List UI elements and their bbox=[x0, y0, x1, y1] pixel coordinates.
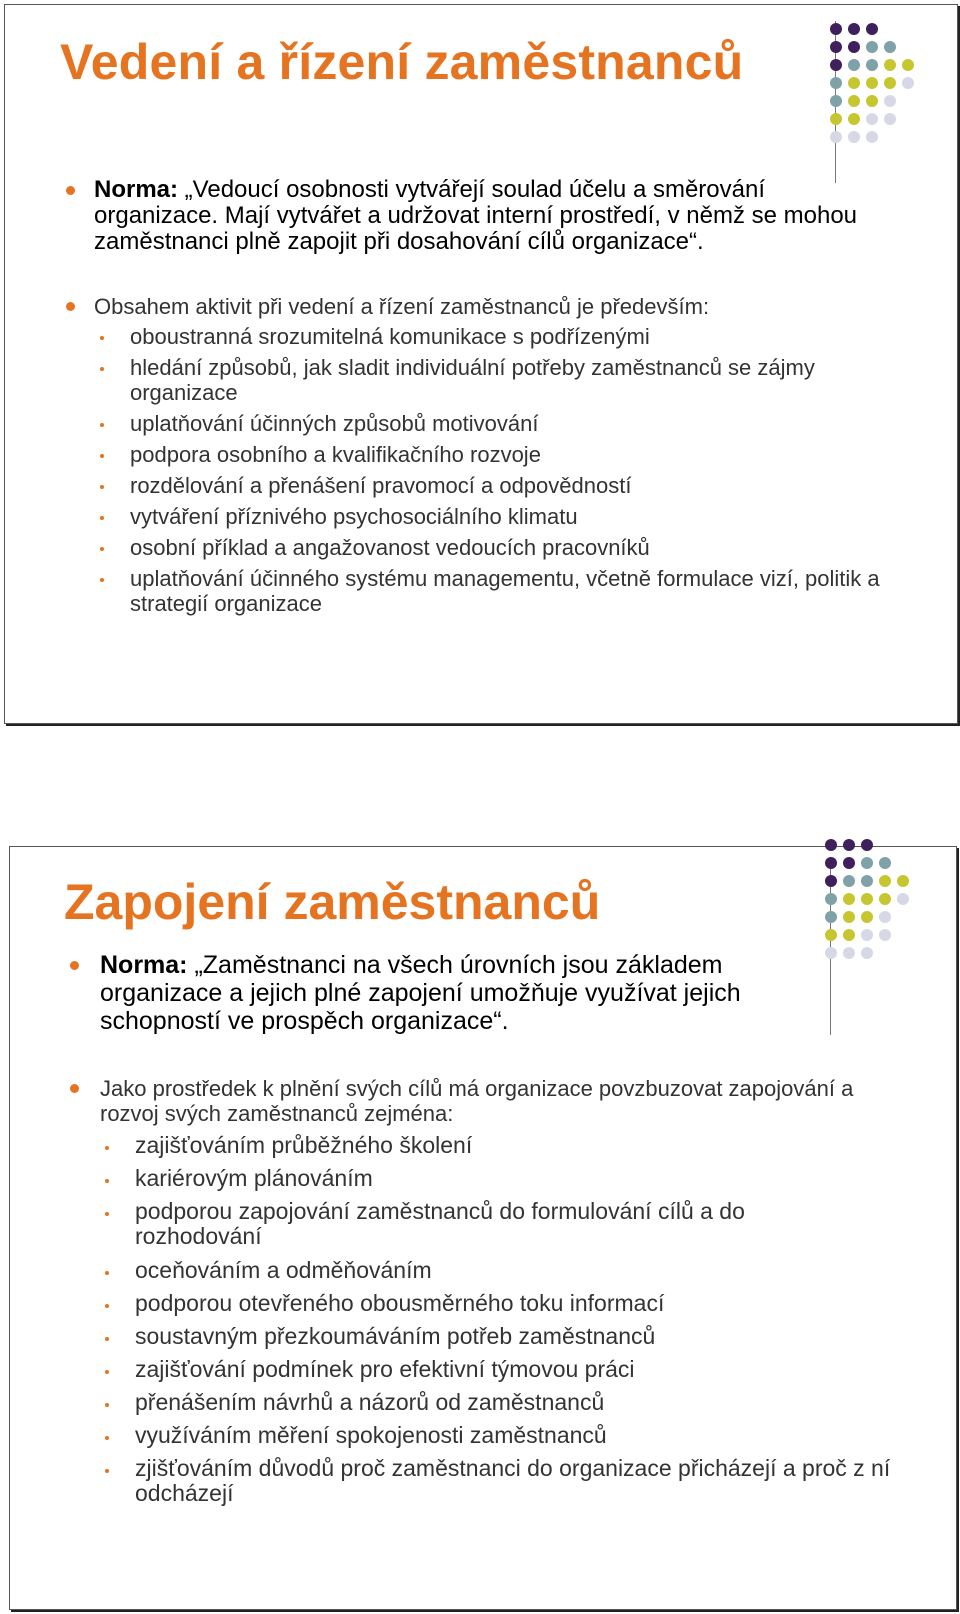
list-item: hledání způsobů, jak sladit individuální potřeby zaměstnanců se zájmy organizace bbox=[130, 355, 890, 405]
decorative-dot bbox=[861, 911, 873, 923]
bullet-icon bbox=[105, 1304, 109, 1308]
decorative-dot bbox=[884, 41, 896, 53]
decorative-dot bbox=[843, 911, 855, 923]
bullet-icon bbox=[105, 1212, 109, 1216]
bullet-icon bbox=[66, 186, 75, 195]
decorative-dot bbox=[902, 77, 914, 89]
decorative-dot bbox=[866, 23, 878, 35]
list-item: soustavným přezkoumáváním potřeb zaměstnanců bbox=[135, 1324, 895, 1349]
decorative-dot bbox=[884, 59, 896, 71]
decorative-dot bbox=[848, 59, 860, 71]
decorative-dot bbox=[848, 23, 860, 35]
decorative-dot bbox=[884, 113, 896, 125]
bullet-icon bbox=[105, 1271, 109, 1275]
list-item: zjišťováním důvodů proč zaměstnanci do organizace přicházejí a proč z ní odcházejí bbox=[135, 1456, 895, 1506]
decorative-dot bbox=[866, 131, 878, 143]
list-item: oceňováním a odměňováním bbox=[135, 1258, 895, 1283]
list-item: osobní příklad a angažovanost vedoucích pracovníků bbox=[130, 535, 890, 560]
slide-vedeni-a-rizeni bbox=[4, 4, 958, 724]
decorative-dot bbox=[897, 875, 909, 887]
decorative-dot bbox=[866, 41, 878, 53]
decorative-dot bbox=[830, 113, 842, 125]
decorative-dot bbox=[825, 947, 837, 959]
decorative-dot bbox=[884, 77, 896, 89]
bullet-icon bbox=[105, 1403, 109, 1407]
intro-text: Obsahem aktivit při vedení a řízení zaměstnanců je především: bbox=[94, 294, 710, 319]
decorative-dot bbox=[825, 857, 837, 869]
norma-label: Norma: bbox=[94, 176, 179, 203]
decorative-dot bbox=[897, 893, 909, 905]
decorative-dot bbox=[861, 839, 873, 851]
bullet-icon bbox=[100, 516, 104, 520]
decorative-dot bbox=[848, 41, 860, 53]
bullet-icon bbox=[105, 1179, 109, 1183]
list-item: podporou zapojování zaměstnanců do formulování cílů a do rozhodování bbox=[135, 1199, 835, 1249]
list-item: přenášením návrhů a názorů od zaměstnanců bbox=[135, 1390, 895, 1415]
list-item: využíváním měření spokojenosti zaměstnanců bbox=[135, 1423, 895, 1448]
decorative-dot bbox=[861, 893, 873, 905]
decorative-dot bbox=[825, 893, 837, 905]
decorative-dot bbox=[830, 23, 842, 35]
decorative-dot bbox=[843, 929, 855, 941]
bullet-icon bbox=[100, 578, 104, 582]
decorative-dot bbox=[825, 839, 837, 851]
decorative-dot bbox=[825, 911, 837, 923]
bullet-icon bbox=[105, 1146, 109, 1150]
decorative-dot bbox=[866, 95, 878, 107]
decorative-dot bbox=[861, 947, 873, 959]
decorative-dot bbox=[825, 929, 837, 941]
bullet-icon bbox=[105, 1436, 109, 1440]
bullet-icon bbox=[105, 1370, 109, 1374]
decorative-dot bbox=[830, 59, 842, 71]
slide-title: Zapojení zaměstnanců bbox=[64, 874, 601, 930]
decorative-dot bbox=[866, 113, 878, 125]
list-item: podpora osobního a kvalifikačního rozvoje bbox=[130, 442, 890, 467]
list-item: uplatňování účinných způsobů motivování bbox=[130, 411, 890, 436]
norma-text: „Vedoucí osobnosti vytvářejí soulad účelu a směrování organizace. Mají vytvářet a udržovat interní prostředí, v němž se mohou zaměstnanci plně zapojit při dosahování cílů organizace“. bbox=[94, 176, 858, 255]
list-item: zajišťováním průběžného školení bbox=[135, 1133, 895, 1158]
list-item: kariérovým plánováním bbox=[135, 1166, 895, 1191]
decorative-dot bbox=[843, 947, 855, 959]
norma-text: „Zaměstnanci na všech úrovních jsou základem organizace a jejich plné zapojení umožňuje využívat jejich schopností ve prospěch organizace“. bbox=[100, 951, 741, 1035]
bullet-icon bbox=[100, 485, 104, 489]
decorative-dot bbox=[866, 59, 878, 71]
decorative-dot bbox=[830, 41, 842, 53]
decorative-dot bbox=[848, 95, 860, 107]
decorative-dot bbox=[843, 875, 855, 887]
intro-paragraph bbox=[100, 1076, 890, 1126]
slide-zapojeni-zamestnancu bbox=[9, 846, 957, 1610]
decorative-dot bbox=[861, 857, 873, 869]
decorative-dot bbox=[848, 113, 860, 125]
decorative-dot bbox=[830, 131, 842, 143]
decorative-dot bbox=[830, 77, 842, 89]
decorative-dot bbox=[861, 875, 873, 887]
norma-paragraph bbox=[100, 951, 800, 1035]
decorative-dot bbox=[861, 929, 873, 941]
decorative-dot bbox=[866, 77, 878, 89]
bullet-icon bbox=[70, 961, 79, 970]
decorative-dot bbox=[848, 131, 860, 143]
norma-paragraph bbox=[94, 177, 884, 255]
list-item: podporou otevřeného obousměrného toku informací bbox=[135, 1291, 895, 1316]
decorative-dot bbox=[848, 77, 860, 89]
decorative-dot bbox=[902, 59, 914, 71]
decorative-dot bbox=[879, 875, 891, 887]
bullet-icon bbox=[100, 423, 104, 427]
bullet-icon bbox=[100, 454, 104, 458]
decorative-dot bbox=[843, 839, 855, 851]
decorative-dot bbox=[879, 911, 891, 923]
slide-title: Vedení a řízení zaměstnanců bbox=[60, 34, 744, 90]
intro-text: Jako prostředek k plnění svých cílů má organizace povzbuzovat zapojování a rozvoj svých zaměstnanců zejména: bbox=[100, 1076, 854, 1126]
list-item: vytváření příznivého psychosociálního klimatu bbox=[130, 504, 890, 529]
bullet-icon bbox=[66, 302, 75, 311]
list-item: uplatňování účinného systému managementu, včetně formulace vizí, politik a strategií organizace bbox=[130, 566, 890, 616]
decorative-dot bbox=[843, 857, 855, 869]
decorative-dot bbox=[843, 893, 855, 905]
bullet-icon bbox=[100, 547, 104, 551]
decorative-dot bbox=[879, 857, 891, 869]
bullet-icon bbox=[105, 1337, 109, 1341]
list-item: zajišťování podmínek pro efektivní týmovou práci bbox=[135, 1357, 895, 1382]
bullet-icon bbox=[100, 336, 104, 340]
bullet-icon bbox=[70, 1084, 79, 1093]
intro-paragraph bbox=[94, 294, 884, 320]
decorative-dot bbox=[879, 893, 891, 905]
decorative-dot bbox=[830, 95, 842, 107]
norma-label: Norma: bbox=[100, 951, 188, 979]
bullet-icon bbox=[105, 1469, 109, 1473]
bullet-icon bbox=[100, 367, 104, 371]
decorative-dot bbox=[884, 95, 896, 107]
list-item: rozdělování a přenášení pravomocí a odpovědností bbox=[130, 473, 890, 498]
list-item: oboustranná srozumitelná komunikace s podřízenými bbox=[130, 324, 890, 349]
decorative-dot bbox=[879, 929, 891, 941]
decorative-dot bbox=[825, 875, 837, 887]
